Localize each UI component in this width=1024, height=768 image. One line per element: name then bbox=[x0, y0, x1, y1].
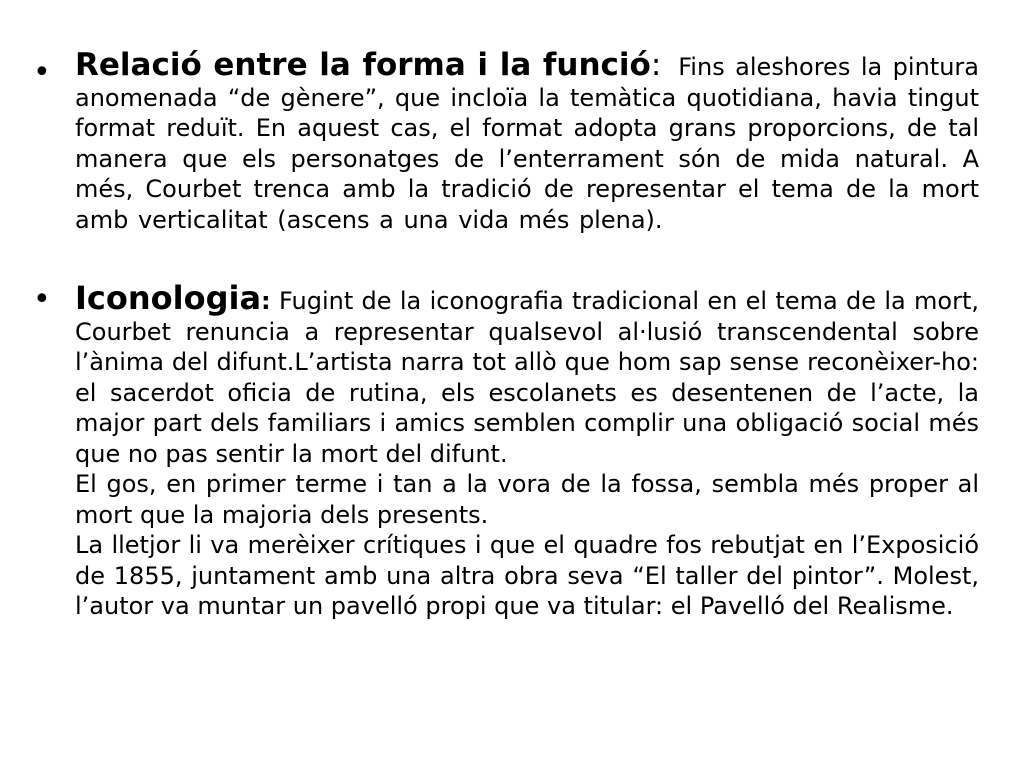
bullet-dot-icon: • bbox=[33, 282, 51, 317]
bullet-heading: Relació entre la forma i la funció bbox=[75, 47, 651, 83]
bullet-body-text: Fugint de la iconografia tradicional en el tema de la mort, Courbet renuncia a representar qualsevol al·lusió transcendental sobre l’ànima del difunt.L’artista narra tot allò que hom sap sense reconèixer-ho: el sacerdot oficia de rutina, els escolanets es desentenen de l’acte, la major part dels familiars i amics semblen complir una obligació social més que no pas sentir la mort del difunt. bbox=[75, 287, 980, 468]
bullet-paragraph: El gos, en primer terme i tan a la vora de la fossa, sembla més proper al mort que la majoria dels presents. bbox=[75, 470, 979, 529]
bullet-body-text: Fins aleshores la pintura anomenada “de gènere”, que incloïa la temàtica quotidiana, havia tingut format reduït. En aquest cas, el format adopta grans proporcions, de tal manera que els personatges de l’enterrament són de mida natural. A més, Courbet trenca amb la tradició de representar el tema de la mort amb verticalitat (ascens a una vida més plena). bbox=[75, 53, 979, 234]
heading-separator: : bbox=[261, 287, 271, 315]
bullet-heading: Iconologia bbox=[75, 279, 262, 317]
bullet-paragraph: La lletjor li va merèixer crítiques i que el quadre fos rebutjat en l’Exposició de 1855, juntament amb una altra obra seva “El taller del pintor”. Molest, l’autor va muntar un pavelló propi que va titular: el Pavelló del Realisme. bbox=[75, 531, 979, 620]
bullet-item-form-function bbox=[33, 47, 979, 235]
bullet-item-iconology bbox=[33, 279, 980, 622]
bullet-dot-icon: • bbox=[33, 55, 51, 90]
heading-separator: : bbox=[650, 47, 662, 83]
